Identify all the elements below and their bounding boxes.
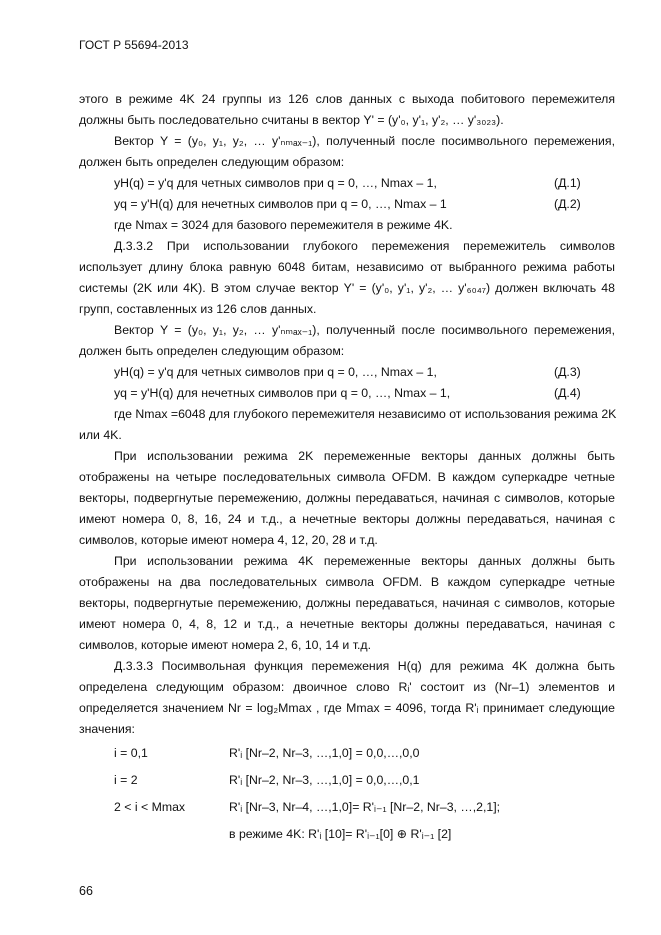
equation-number: (Д.3) bbox=[554, 365, 581, 379]
text-line: использует длину блока равную 6048 битам, независимо от выбранного режима работы bbox=[79, 260, 615, 274]
text-line: должен быть определен следующим образом: bbox=[79, 155, 345, 169]
index-condition: i = 0,1 bbox=[114, 746, 148, 760]
register-value: R'ᵢ [Nr–3, Nr–4, …,1,0]= R'ᵢ₋₁ [Nr–2, Nr–3, …,2,1]; bbox=[229, 800, 501, 814]
text-line: значения: bbox=[79, 722, 135, 736]
text-line: имеют номера 0, 8, 16, 24 и т.д., а нечетные векторы должны передаваться, начиная с bbox=[79, 512, 615, 526]
text-line: отображены на два последовательных символа OFDM. В каждом суперкадре четные bbox=[79, 575, 615, 589]
text-line: должны быть последовательно считаны в вектор Y' = (y'₀, y'₁, y'₂, … y'₃₀₂₃). bbox=[79, 113, 504, 127]
equation-d4: yq = y'H(q) для нечетных символов при q = 0, …, Nmax – 1, bbox=[114, 386, 451, 400]
equation-number: (Д.1) bbox=[554, 176, 581, 190]
text-line: При использовании режима 4K перемеженные векторы данных должны быть bbox=[114, 554, 615, 568]
text-line: должен быть определен следующим образом: bbox=[79, 344, 345, 358]
text-line: При использовании режима 2K перемеженные векторы данных должны быть bbox=[114, 449, 615, 463]
text-line: этого в режиме 4K 24 группы из 126 слов данных с выхода побитового перемежителя bbox=[79, 92, 615, 106]
equation-number: (Д.4) bbox=[554, 386, 581, 400]
index-condition: i = 2 bbox=[114, 773, 138, 787]
text-line: или 4K. bbox=[79, 428, 122, 442]
text-line: имеют номера 0, 4, 8, 12 и т.д., а нечетные векторы должны передаваться, начиная с bbox=[79, 617, 615, 631]
register-value: R'ᵢ [Nr–2, Nr–3, …,1,0] = 0,0,…,0,0 bbox=[229, 746, 420, 760]
section-d332-line: Д.3.3.2 При использовании глубокого перемежения перемежитель символов bbox=[114, 239, 615, 253]
text-line: символов, которые имеют номера 2, 6, 10, 14 и т.д. bbox=[79, 638, 371, 652]
text-line: где Nmax =6048 для глубокого перемежителя независимо от использования режима 2K bbox=[114, 407, 617, 421]
register-value: R'ᵢ [Nr–2, Nr–3, …,1,0] = 0,0,…,0,1 bbox=[229, 773, 420, 787]
text-line: системы (2K или 4K). В этом случае вектор Y' = (y'₀, y'₁, y'₂, … y'₆₀₄₇) должен включать 48 bbox=[79, 281, 615, 295]
running-header: ГОСТ Р 55694-2013 bbox=[79, 38, 189, 52]
text-line: где Nmax = 3024 для базового перемежителя в режиме 4K. bbox=[114, 218, 453, 232]
text-line: символов, которые имеют номера 4, 12, 20, 28 и т.д. bbox=[79, 533, 378, 547]
text-line: отображены на четыре последовательных символа OFDM. В каждом суперкадре четные bbox=[79, 470, 615, 484]
text-line: Вектор Y = (y₀, y₁, y₂, … y'ₙₘₐₓ₋₁), полученный после посимвольного перемежения, bbox=[114, 323, 615, 337]
text-line: векторы, подвергнутые перемежению, должны передаваться, начиная с символов, которые bbox=[79, 491, 615, 505]
text-line: Вектор Y = (y₀, y₁, y₂, … y'ₙₘₐₓ₋₁), полученный после посимвольного перемежения, bbox=[114, 134, 615, 148]
page-number: 66 bbox=[79, 884, 93, 898]
index-condition: 2 < i < Mmax bbox=[114, 800, 186, 814]
equation-number: (Д.2) bbox=[554, 197, 581, 211]
text-line: определена следующим образом: двоичное слово Rᵢ' состоит из (Nr–1) элементов и bbox=[79, 680, 615, 694]
text-line: определяется значением Nr = log₂Mmax , где Mmax = 4096, тогда R'ᵢ принимает следующие bbox=[79, 701, 615, 715]
equation-d2: yq = y'H(q) для нечетных символов при q = 0, …, Nmax – 1 bbox=[114, 197, 447, 211]
text-line: групп, составленных из 126 слов данных. bbox=[79, 302, 317, 316]
section-d333-line: Д.3.3.3 Посимвольная функция перемежения H(q) для режима 4K должна быть bbox=[114, 659, 615, 673]
equation-d3: yH(q) = y'q для четных символов при q = 0, …, Nmax – 1, bbox=[114, 365, 437, 379]
text-line: векторы, подвергнутые перемежению, должны передаваться, начиная с символов, которые bbox=[79, 596, 615, 610]
register-feedback: в режиме 4K: R'ᵢ [10]= R'ᵢ₋₁[0] ⊕ R'ᵢ₋₁ [2] bbox=[229, 827, 452, 841]
equation-d1: yH(q) = y'q для четных символов при q = 0, …, Nmax – 1, bbox=[114, 176, 437, 190]
